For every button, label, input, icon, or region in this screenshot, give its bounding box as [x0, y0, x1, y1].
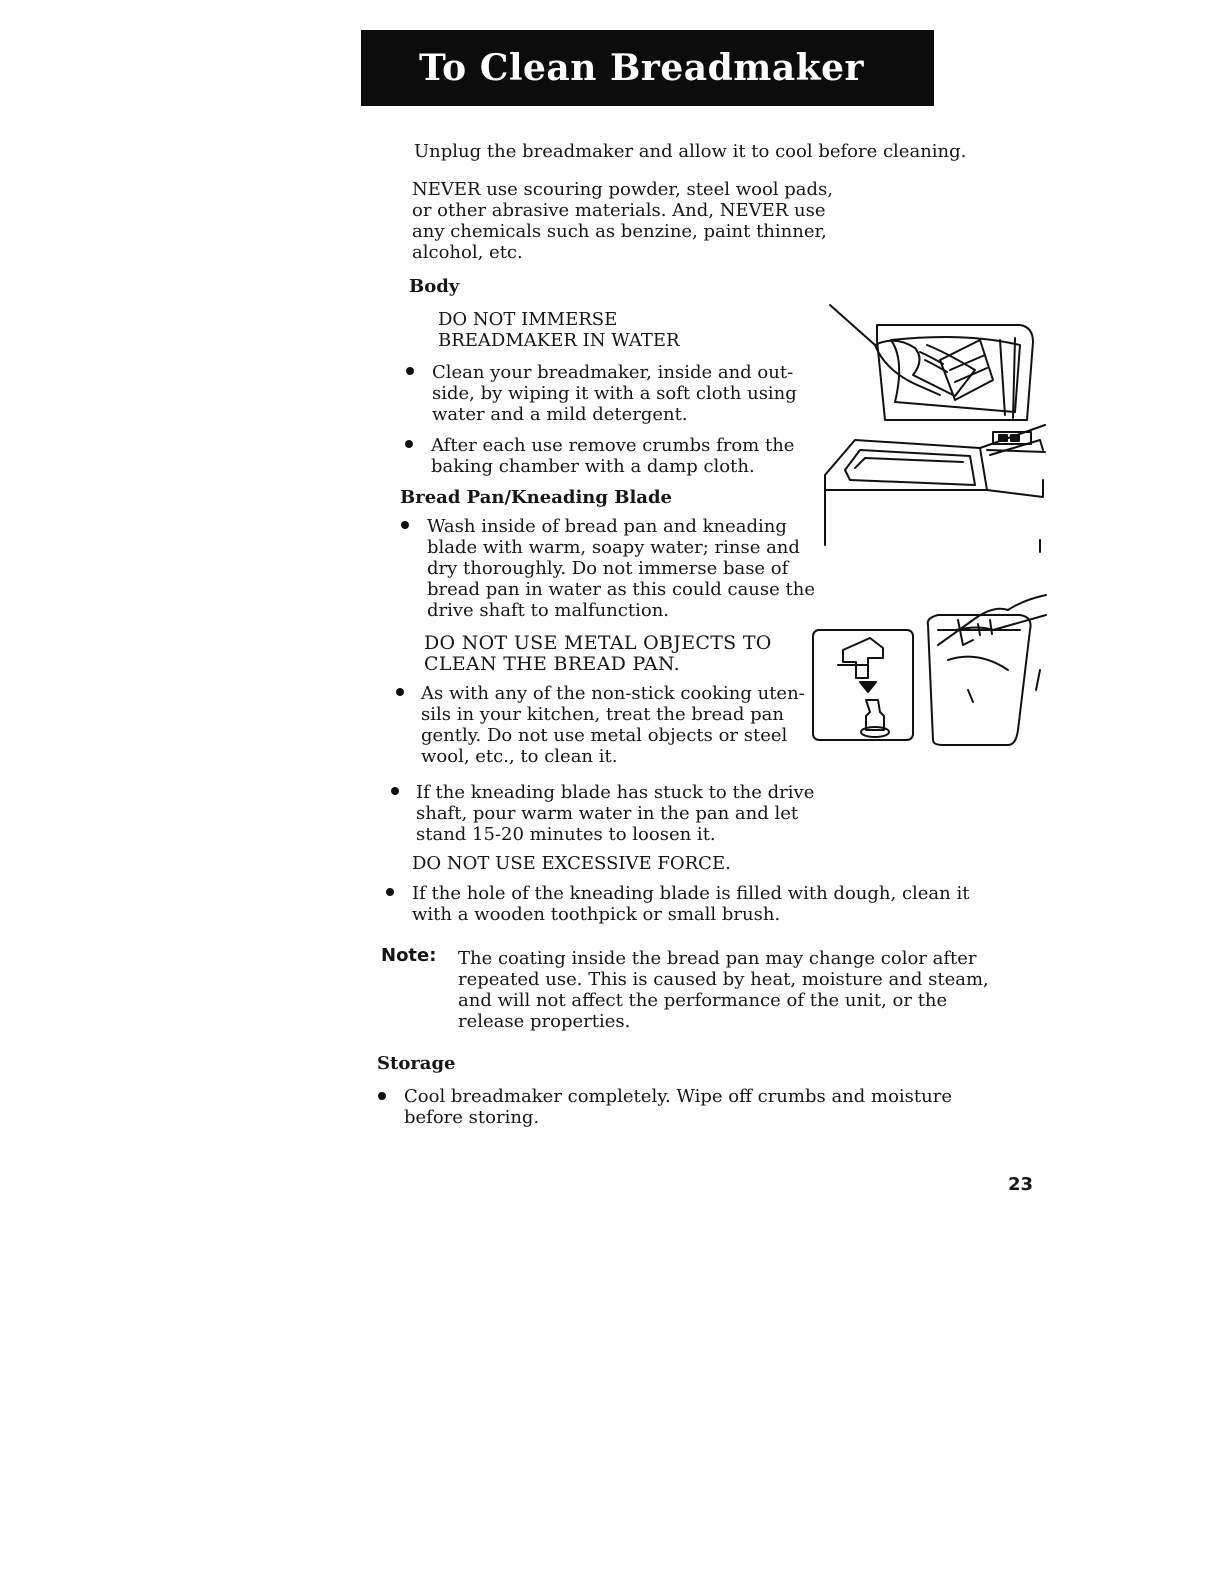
bullet-dot — [391, 787, 399, 795]
bullet-line: As with any of the non-stick cooking uten- — [421, 683, 805, 704]
bullet-line: Clean your breadmaker, inside and out- — [432, 362, 794, 383]
bullet-line: dry thoroughly. Do not immerse base of — [427, 558, 789, 579]
intro-unplug-text: Unplug the breadmaker and allow it to cool before cleaning. — [414, 141, 967, 162]
note-line: and will not affect the performance of the unit, or the — [458, 990, 948, 1011]
breadmaker-wiping-illustration — [815, 300, 1050, 560]
title-banner — [361, 30, 934, 106]
note-line: The coating inside the bread pan may change color after — [458, 948, 977, 969]
bread-pan-caution — [424, 633, 772, 675]
bullet-line: bread pan in water as this could cause the — [427, 579, 815, 600]
bullet-line: shaft, pour warm water in the pan and let — [416, 803, 799, 824]
intro-warning-line: or other abrasive materials. And, NEVER use — [412, 200, 826, 221]
body-caution — [438, 309, 680, 351]
bullet-line: After each use remove crumbs from the — [431, 435, 795, 456]
bullet-line: drive shaft to malfunction. — [427, 600, 670, 621]
body-caution-line: DO NOT IMMERSE — [438, 309, 618, 330]
bullet-line: gently. Do not use metal objects or steel — [421, 725, 788, 746]
bullet-line: water and a mild detergent. — [432, 404, 688, 425]
bullet-line: before storing. — [404, 1107, 540, 1128]
page-number: 23 — [1008, 1174, 1034, 1195]
caution-line: DO NOT USE METAL OBJECTS TO — [424, 632, 772, 654]
intro-warning-line: alcohol, etc. — [412, 242, 523, 263]
bread-pan-heading: Bread Pan/Kneading Blade — [400, 487, 673, 508]
bullet-line: sils in your kitchen, treat the bread pan — [421, 704, 784, 725]
bullet-line: If the hole of the kneading blade is filled with dough, clean it — [412, 883, 970, 904]
note-label: Note: — [381, 945, 437, 966]
bread-pan-bullet-nonstick — [421, 683, 805, 767]
bullet-line: If the kneading blade has stuck to the drive — [416, 782, 815, 803]
bullet-line: blade with warm, soapy water; rinse and — [427, 537, 800, 558]
bread-pan-bullet-wash — [427, 516, 815, 621]
intro-warning — [412, 179, 833, 263]
note-line: repeated use. This is caused by heat, moisture and steam, — [458, 969, 989, 990]
bullet-line: Wash inside of bread pan and kneading — [427, 516, 787, 537]
bullet-line: wool, etc., to clean it. — [421, 746, 618, 767]
bread-pan-bullet-hole — [412, 883, 969, 925]
bullet-dot — [406, 367, 414, 375]
bullet-dot — [396, 688, 404, 696]
bullet-dot — [405, 440, 413, 448]
bullet-line: Cool breadmaker completely. Wipe off crumbs and moisture — [404, 1086, 952, 1107]
note-text — [458, 948, 989, 1032]
bread-pan-bullet-stuck — [416, 782, 814, 845]
intro-warning-line: any chemicals such as benzine, paint thinner, — [412, 221, 827, 242]
body-bullet-clean — [432, 362, 797, 425]
storage-heading: Storage — [377, 1053, 456, 1074]
body-heading: Body — [409, 276, 460, 297]
caution-line: CLEAN THE BREAD PAN. — [424, 653, 680, 675]
bullet-line: stand 15-20 minutes to loosen it. — [416, 824, 716, 845]
bullet-dot — [378, 1092, 386, 1100]
body-caution-line: BREADMAKER IN WATER — [438, 330, 680, 351]
bullet-dot — [386, 888, 394, 896]
kneading-blade-illustration — [808, 590, 1048, 755]
bullet-line: with a wooden toothpick or small brush. — [412, 904, 781, 925]
note-line: release properties. — [458, 1011, 631, 1032]
body-bullet-crumbs — [431, 435, 794, 477]
storage-bullet — [404, 1086, 952, 1128]
bullet-line: baking chamber with a damp cloth. — [431, 456, 755, 477]
excessive-force-caution: DO NOT USE EXCESSIVE FORCE. — [412, 853, 731, 874]
bullet-line: side, by wiping it with a soft cloth using — [432, 383, 797, 404]
intro-warning-line: NEVER use scouring powder, steel wool pads, — [412, 179, 834, 200]
page-title: To Clean Breadmaker — [419, 47, 864, 89]
bullet-dot — [401, 521, 409, 529]
